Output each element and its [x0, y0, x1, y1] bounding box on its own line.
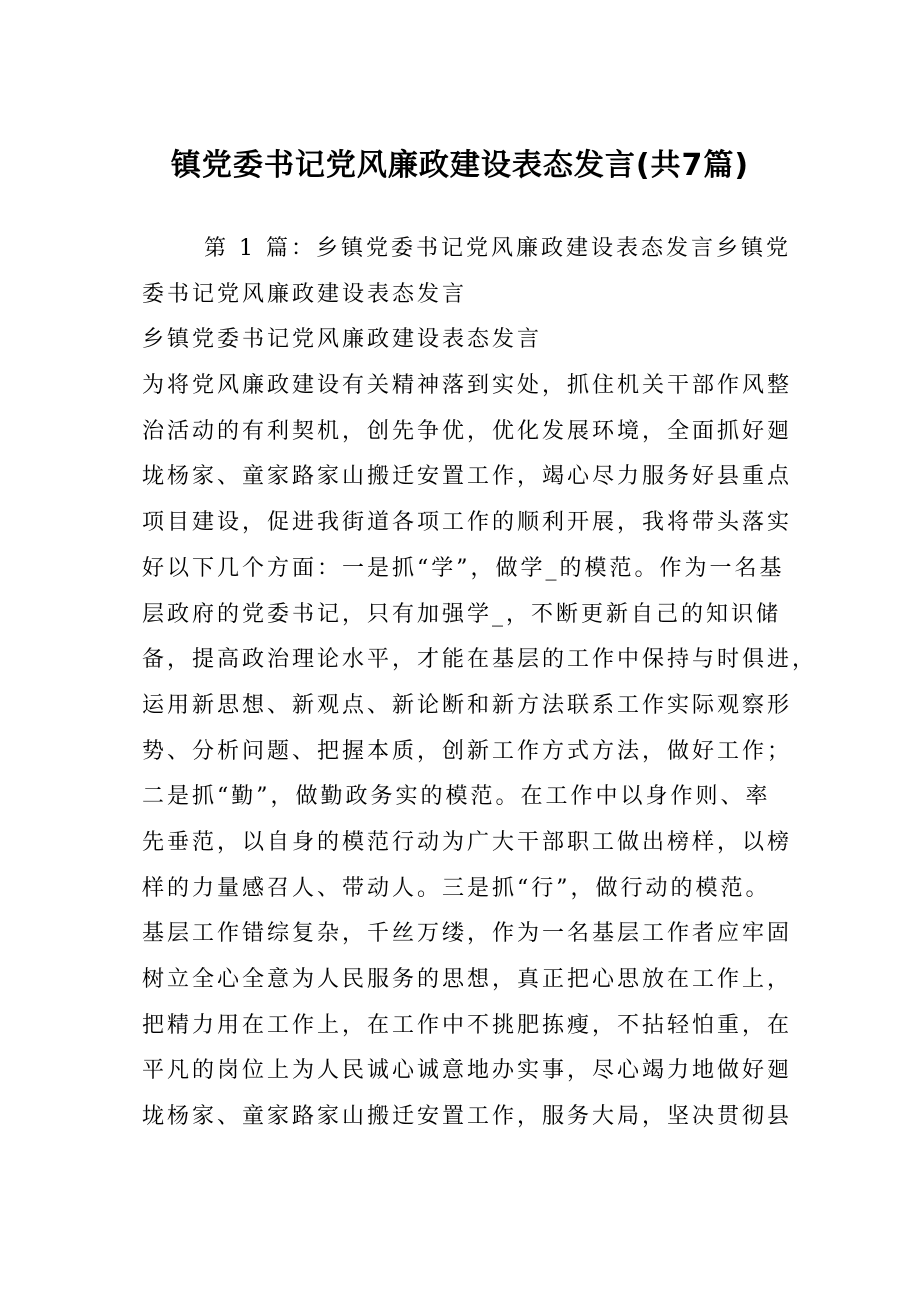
- document-title: 镇党委书记党风廉政建设表态发言(共7篇): [170, 148, 750, 183]
- paragraph-line: 垅杨家、童家路家山搬迁安置工作，服务大局，坚决贯彻县: [142, 1104, 793, 1130]
- paragraph-line: 把精力用在工作上，在工作中不挑肥拣瘦，不拈轻怕重，在: [142, 1012, 793, 1038]
- paragraph-line: 项目建设，促进我街道各项工作的顺利开展，我将带头落实: [142, 510, 793, 536]
- paragraph-line: 层政府的党委书记，只有加强学_，不断更新自己的知识储: [142, 601, 782, 627]
- paragraph-line: 备，提高政治理论水平，才能在基层的工作中保持与时俱进，: [142, 647, 818, 673]
- paragraph-line: 好以下几个方面：一是抓“学”，做学_的模范。作为一名基: [142, 555, 785, 581]
- paragraph-line: 二是抓“勤”，做勤政务实的模范。在工作中以身作则、率: [142, 784, 771, 810]
- paragraph-line: 为将党风廉政建设有关精神落到实处，抓住机关干部作风整: [142, 373, 793, 399]
- document-body: [142, 226, 818, 1140]
- paragraph-line: 势、分析问题、把握本质，创新工作方式方法，做好工作；: [142, 738, 793, 764]
- paragraph-line: 委书记党风廉政建设表态发言: [142, 281, 468, 307]
- paragraph-line: 垅杨家、童家路家山搬迁安置工作，竭心尽力服务好县重点: [142, 464, 793, 490]
- paragraph-line: 乡镇党委书记党风廉政建设表态发言: [142, 327, 543, 353]
- paragraph-line: 平凡的岗位上为人民诚心诚意地办实事，尽心竭力地做好廻: [142, 1058, 793, 1084]
- paragraph-line: 治活动的有利契机，创先争优，优化发展环境，全面抓好廻: [142, 418, 793, 444]
- paragraph-line: 第 1 篇：乡镇党委书记党风廉政建设表态发言乡镇党: [204, 236, 791, 261]
- paragraph-line: 样的力量感召人、带动人。三是抓“行”，做行动的模范。: [142, 875, 771, 901]
- paragraph-line: 先垂范，以自身的模范行动为广大干部职工做出榜样，以榜: [142, 829, 793, 855]
- paragraph-line: 运用新思想、新观点、新论断和新方法联系工作实际观察形: [142, 692, 793, 718]
- paragraph-line: 基层工作错综复杂，千丝万缕，作为一名基层工作者应牢固: [142, 921, 793, 947]
- paragraph-line: 树立全心全意为人民服务的思想，真正把心思放在工作上，: [142, 967, 793, 992]
